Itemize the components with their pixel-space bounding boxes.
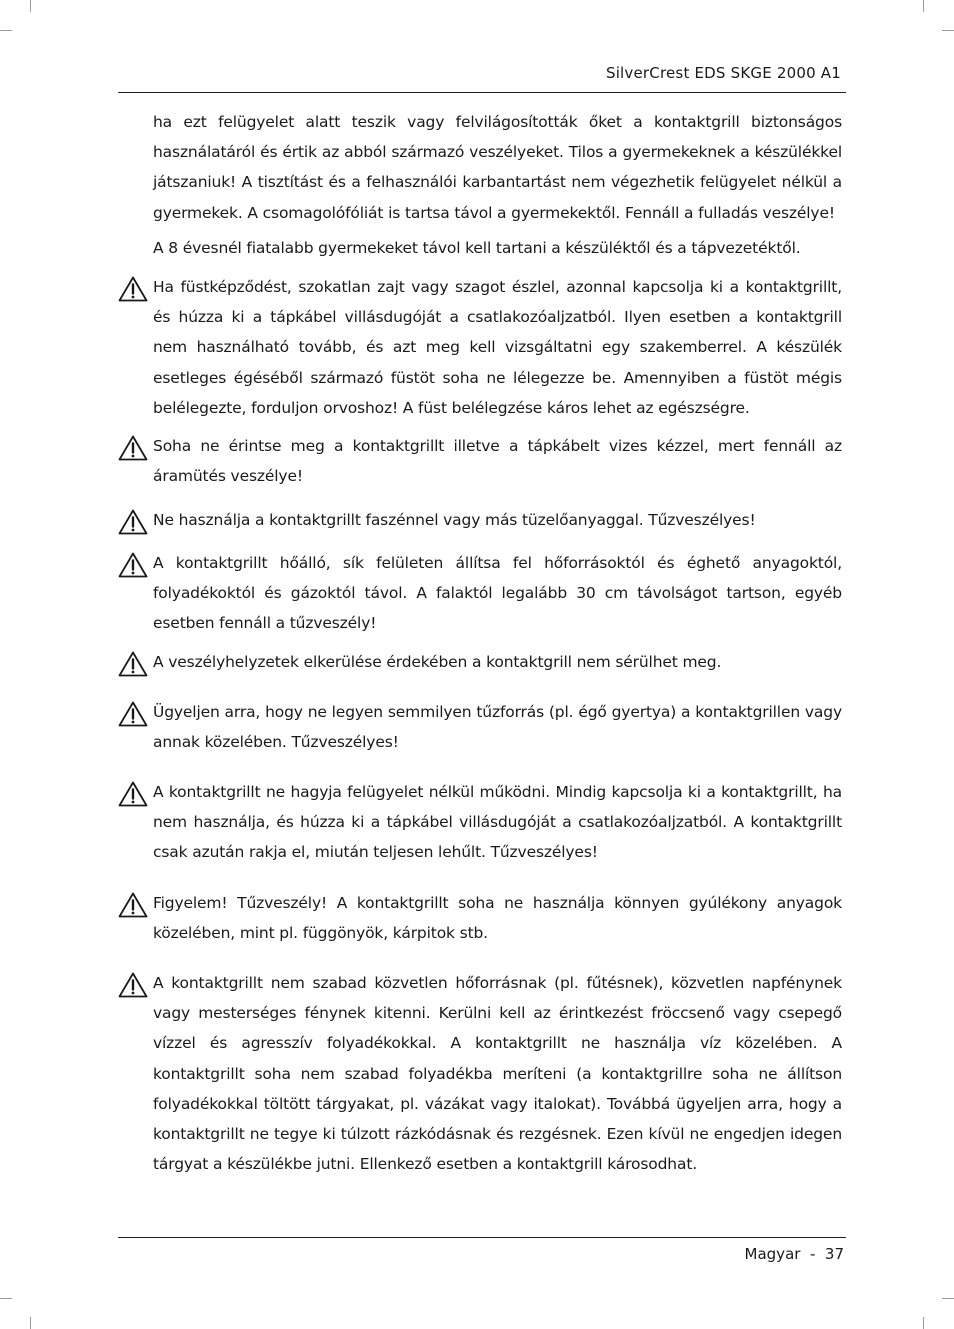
warning-paragraph bbox=[153, 505, 842, 535]
paragraph-text: A kontaktgrillt ne hagyja felügyelet nélkül működni. Mindig kapcsolja ki a kontaktgrillt, ha nem használja, és húzza ki a tápkábel villásdugóját a csatlakozóaljzatból. A kontaktgrillt csak azután rakja el, miután teljesen lehűlt. Tűzveszélyes! bbox=[153, 783, 842, 862]
paragraph-text: Soha ne érintse meg a kontaktgrillt illetve a tápkábelt vizes kézzel, mert fennáll az áramütés veszélye! bbox=[153, 437, 842, 486]
crop-mark bbox=[30, 0, 31, 12]
warning-triangle-icon bbox=[118, 651, 148, 677]
warning-triangle-icon bbox=[118, 781, 148, 807]
warning-triangle-icon bbox=[118, 509, 148, 535]
crop-mark bbox=[942, 1298, 954, 1299]
paragraph-text: Ha füstképződést, szokatlan zajt vagy szagot észlel, azonnal kapcsolja ki a kontaktgrillt, és húzza ki a tápkábel villásdugóját a csatlakozóaljzatból. Ilyen esetben a kontaktgrill nem használható tovább, és azt meg kell vizsgáltatni egy szakemberrel. A készülék esetleges égéséből származó füstöt soha ne lélegezze be. Amennyiben a füstöt mégis belélegezte, forduljon orvoshoz! A füst belélegzése káros lehet az egészségre. bbox=[153, 278, 842, 417]
warning-paragraph bbox=[153, 548, 842, 639]
crop-mark bbox=[0, 30, 12, 31]
warning-triangle-icon bbox=[118, 435, 148, 461]
crop-mark bbox=[923, 1317, 924, 1329]
warning-paragraph bbox=[153, 777, 842, 868]
warning-paragraph bbox=[153, 968, 842, 1179]
page-number: Magyar - 37 bbox=[744, 1245, 844, 1263]
warning-paragraph bbox=[153, 647, 842, 677]
warning-triangle-icon bbox=[118, 552, 148, 578]
warning-paragraph bbox=[153, 888, 842, 948]
page-footer bbox=[118, 1237, 846, 1263]
page-header bbox=[118, 62, 846, 93]
paragraph-text: A kontaktgrillt hőálló, sík felületen állítsa fel hőforrásoktól és éghető anyagoktól, folyadékoktól és gázoktól távol. A falaktól legalább 30 cm távolságot tartson, egyéb esetben fennáll a tűzveszély! bbox=[153, 554, 842, 633]
crop-mark bbox=[942, 30, 954, 31]
crop-mark bbox=[30, 1317, 31, 1329]
crop-mark bbox=[0, 1298, 12, 1299]
warning-paragraph bbox=[153, 431, 842, 491]
warning-paragraph bbox=[153, 272, 842, 423]
paragraph-text: ha ezt felügyelet alatt teszik vagy felvilágosították őket a kontaktgrill biztonságos használatáról és értik az abból származó veszélyeket. Tilos a gyermekeknek a készülékkel játszaniuk! A tisztítást és a felhasználói karbantartást nem végezhetik felügyelet nélkül a gyermekek. A csomagolófóliát is tartsa távol a gyermekektől. Fennáll a fulladás veszélye! bbox=[153, 113, 842, 222]
paragraph-text: Figyelem! Tűzveszély! A kontaktgrillt soha ne használja könnyen gyúlékony anyagok közelében, mint pl. függönyök, kárpitok stb. bbox=[153, 894, 842, 943]
paragraph bbox=[153, 107, 842, 228]
paragraph-text: A kontaktgrillt nem szabad közvetlen hőforrásnak (pl. fűtésnek), közvetlen napfénynek vagy mesterséges fénynek kitenni. Kerülni kell az érintkezést fröccsenő vagy csepegő vízzel és agresszív folyadékokkal. A kontaktgrillt ne használja víz közelében. A kontaktgrillt soha nem szabad folyadékba meríteni (a kontaktgrillre soha ne állítson folyadékokkal töltött tárgyakat, pl. vázákat vagy italokat). Továbbá ügyeljen arra, hogy a kontaktgrillt ne tegye ki túlzott rázkódásnak és rezgésnek. Ezen kívül ne engedjen idegen tárgyat a készülékbe jutni. Ellenkező esetben a kontaktgrill károsodhat. bbox=[153, 974, 842, 1174]
header-title: SilverCrest EDS SKGE 2000 A1 bbox=[605, 64, 841, 82]
paragraph bbox=[153, 233, 842, 263]
warning-triangle-icon bbox=[118, 276, 148, 302]
paragraph-text: A 8 évesnél fiatalabb gyermekeket távol kell tartani a készüléktől és a tápvezetéktől. bbox=[153, 239, 801, 257]
warning-paragraph bbox=[153, 697, 842, 757]
paragraph-text: Ügyeljen arra, hogy ne legyen semmilyen tűzforrás (pl. égő gyertya) a kontaktgrillen vagy annak közelében. Tűzveszélyes! bbox=[153, 703, 842, 752]
crop-mark bbox=[923, 0, 924, 12]
paragraph-text: A veszélyhelyzetek elkerülése érdekében a kontaktgrill nem sérülhet meg. bbox=[153, 653, 722, 671]
warning-triangle-icon bbox=[118, 972, 148, 998]
warning-triangle-icon bbox=[118, 701, 148, 727]
paragraph-text: Ne használja a kontaktgrillt faszénnel vagy más tüzelőanyaggal. Tűzveszélyes! bbox=[153, 511, 756, 529]
warning-triangle-icon bbox=[118, 892, 148, 918]
